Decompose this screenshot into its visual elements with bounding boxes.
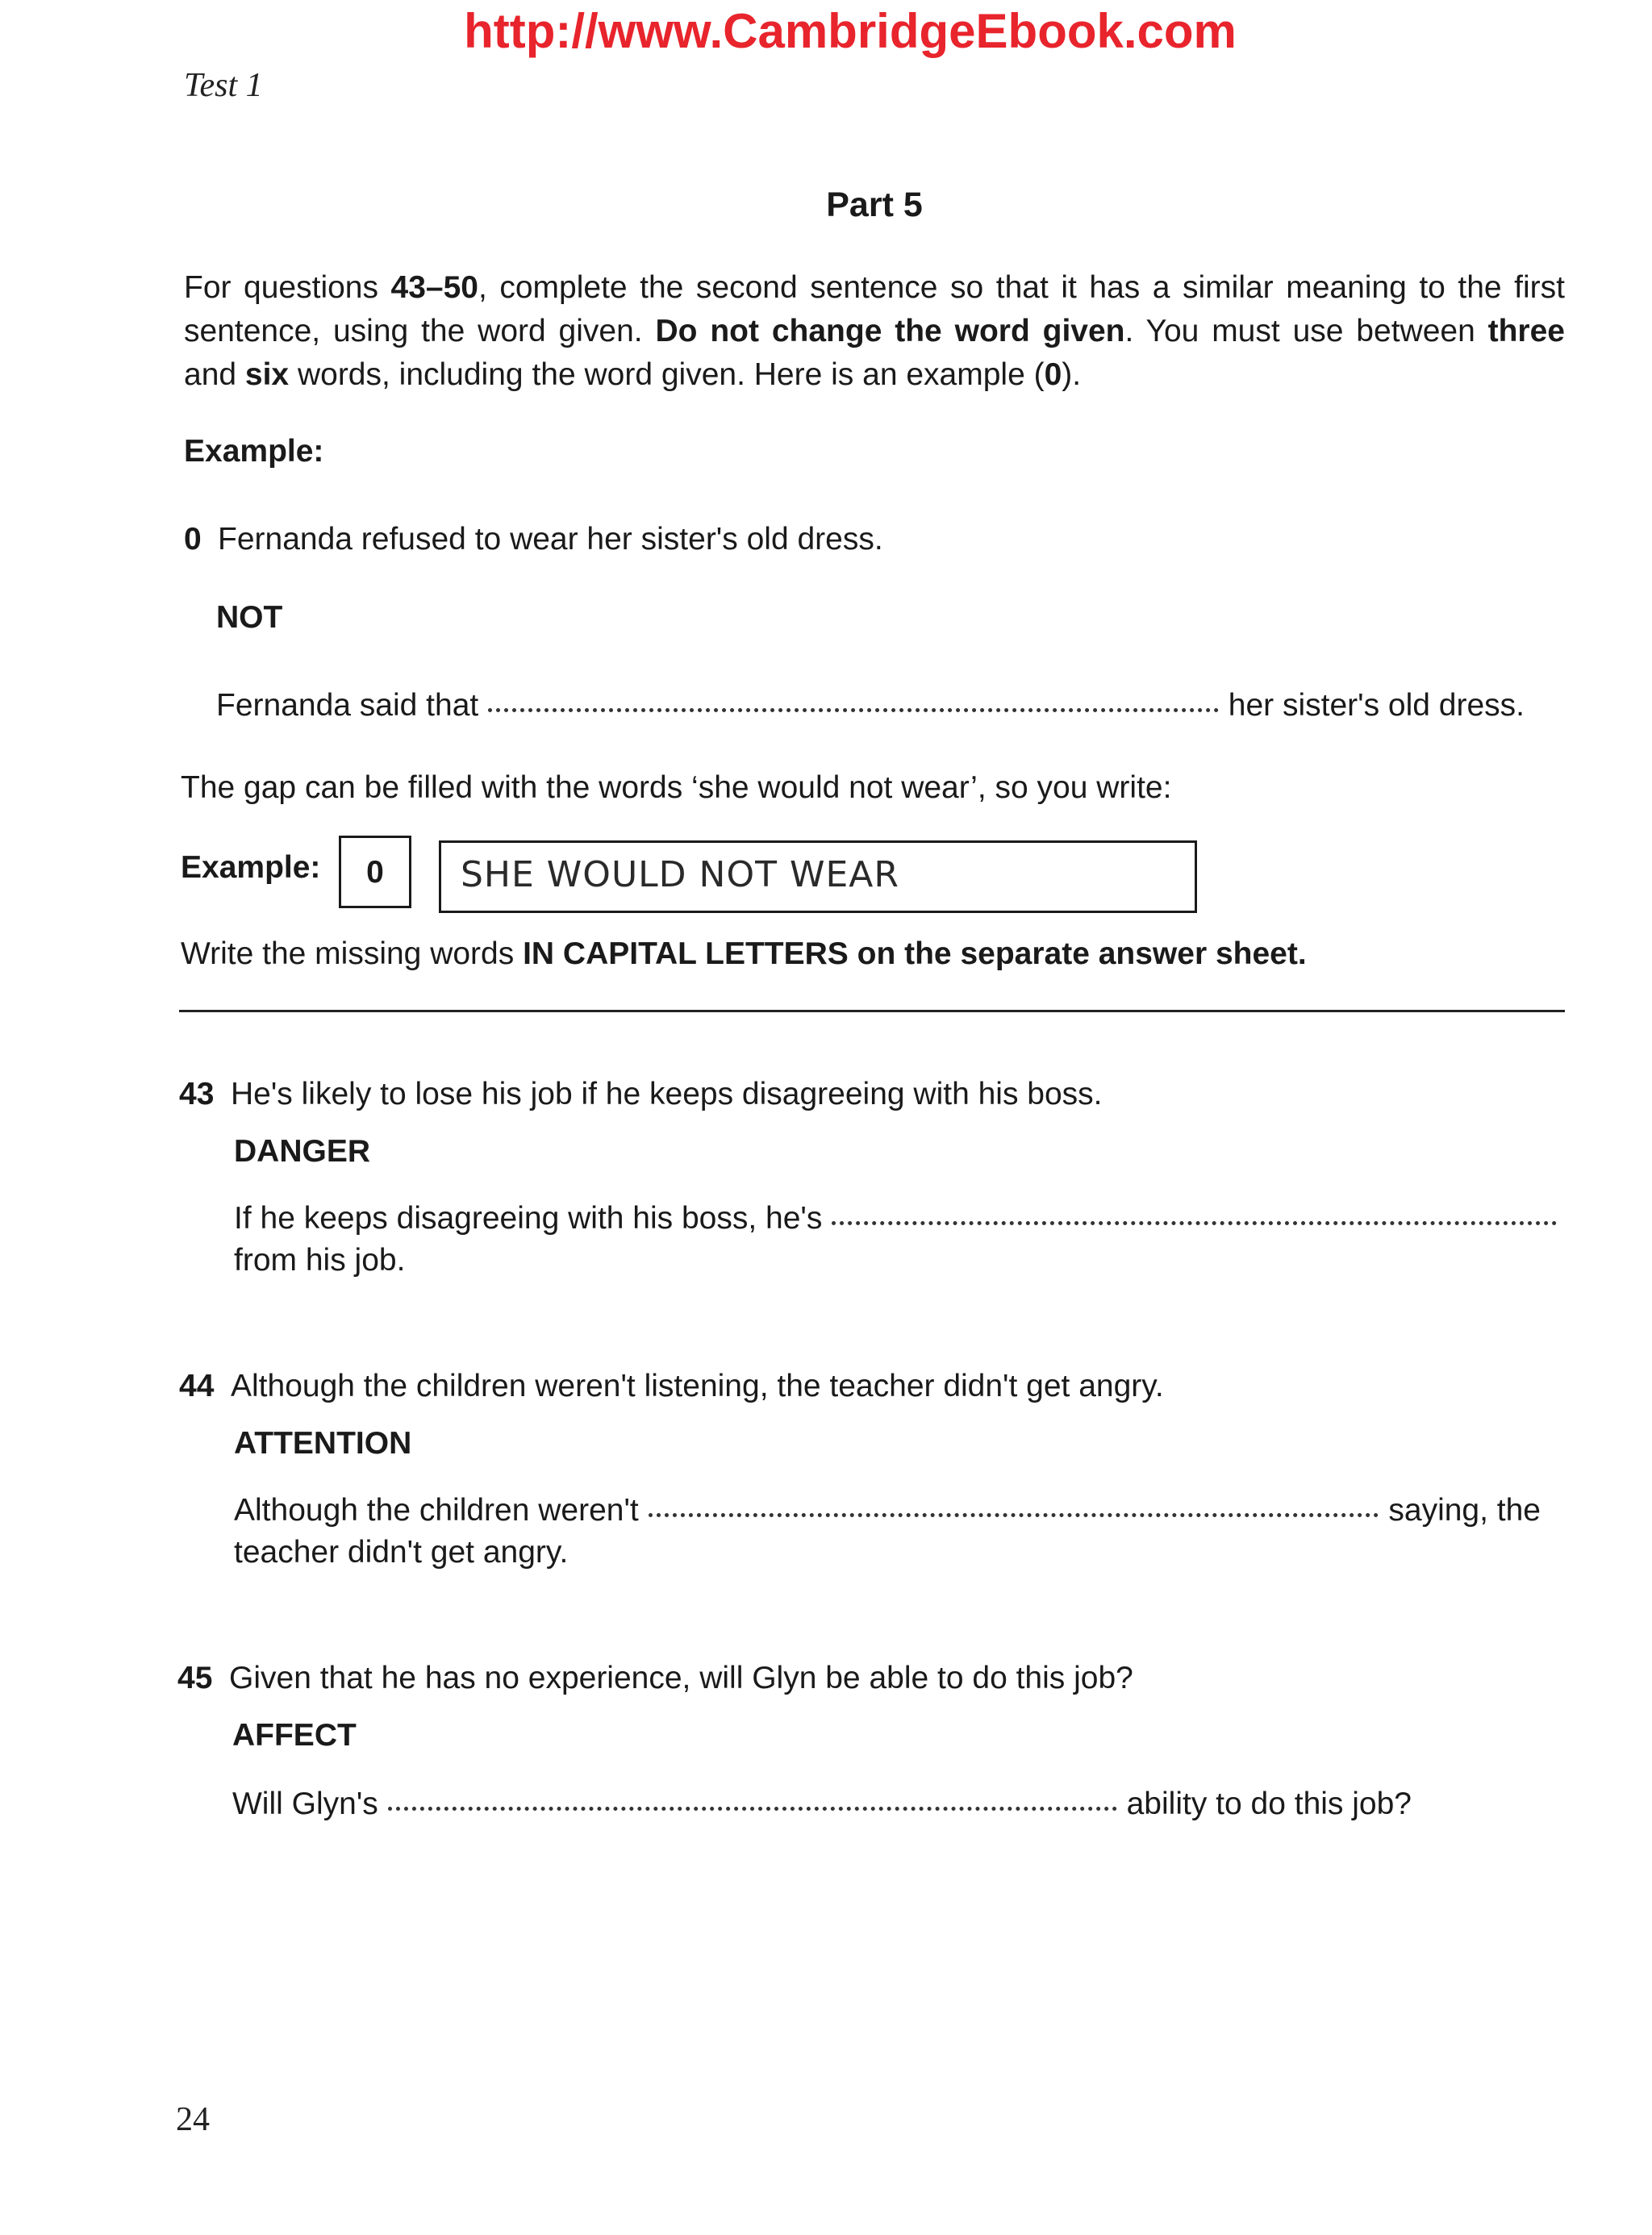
question-43-gap-sentence: If he keeps disagreeing with his boss, he's <box>234 1197 1557 1241</box>
example-gap-sentence: Fernanda said that her sister's old dress. <box>216 688 1525 723</box>
page-number: 24 <box>176 2101 210 2138</box>
question-45-keyword: AFFECT <box>232 1718 357 1753</box>
answer-gap <box>832 1220 1557 1225</box>
question-44-keyword: ATTENTION <box>234 1426 412 1461</box>
question-44-stem: 44 Although the children weren't listening, the teacher didn't get angry. <box>179 1365 1164 1408</box>
answer-gap <box>388 1806 1117 1811</box>
question-45-stem: 45 Given that he has no experience, will Glyn be able to do this job? <box>177 1657 1133 1700</box>
answer-gap <box>649 1512 1379 1517</box>
divider <box>179 1010 1565 1012</box>
question-45-gap-sentence: Will Glyn's ability to do this job? <box>232 1787 1412 1821</box>
answer-text: SHE WOULD NOT WEAR <box>461 854 899 895</box>
question-43-keyword: DANGER <box>234 1134 371 1169</box>
question-43-stem: 43 He's likely to lose his job if he keeps disagreeing with his boss. <box>179 1073 1103 1116</box>
answer-label: Example: <box>181 850 321 885</box>
example-number: 0 <box>184 522 202 557</box>
example-keyword: NOT <box>216 600 283 635</box>
website-url: http://www.CambridgeEbook.com <box>464 4 1237 58</box>
running-head: Test 1 <box>184 67 263 104</box>
question-number: 44 <box>179 1369 215 1403</box>
example-explanation: The gap can be filled with the words ‘she would not wear’, so you write: <box>181 770 1172 805</box>
example-answer-row <box>181 836 1229 913</box>
question-number: 43 <box>179 1077 215 1111</box>
write-instructions: Write the missing words IN CAPITAL LETTERS on the separate answer sheet. <box>181 936 1307 971</box>
answer-gap <box>488 707 1219 712</box>
instructions: For questions 43–50, complete the second sentence so that it has a similar meaning to the first sentence, using the word given. Do not change the word given. You must use between three and six words, including the word given. Here is an example (0). <box>184 270 1565 392</box>
part-title: Part 5 <box>826 186 923 224</box>
question-44-gap-sentence: Although the children weren't saying, the <box>234 1493 1541 1528</box>
example-sentence: 0 Fernanda refused to wear her sister's old dress. <box>184 518 883 561</box>
question-number: 45 <box>177 1661 213 1695</box>
answer-number-box: 0 <box>339 836 411 908</box>
example-heading: Example: <box>184 434 324 469</box>
question-44-continuation: teacher didn't get angry. <box>234 1535 569 1570</box>
question-43-continuation: from his job. <box>234 1243 406 1278</box>
answer-box <box>439 840 1197 913</box>
